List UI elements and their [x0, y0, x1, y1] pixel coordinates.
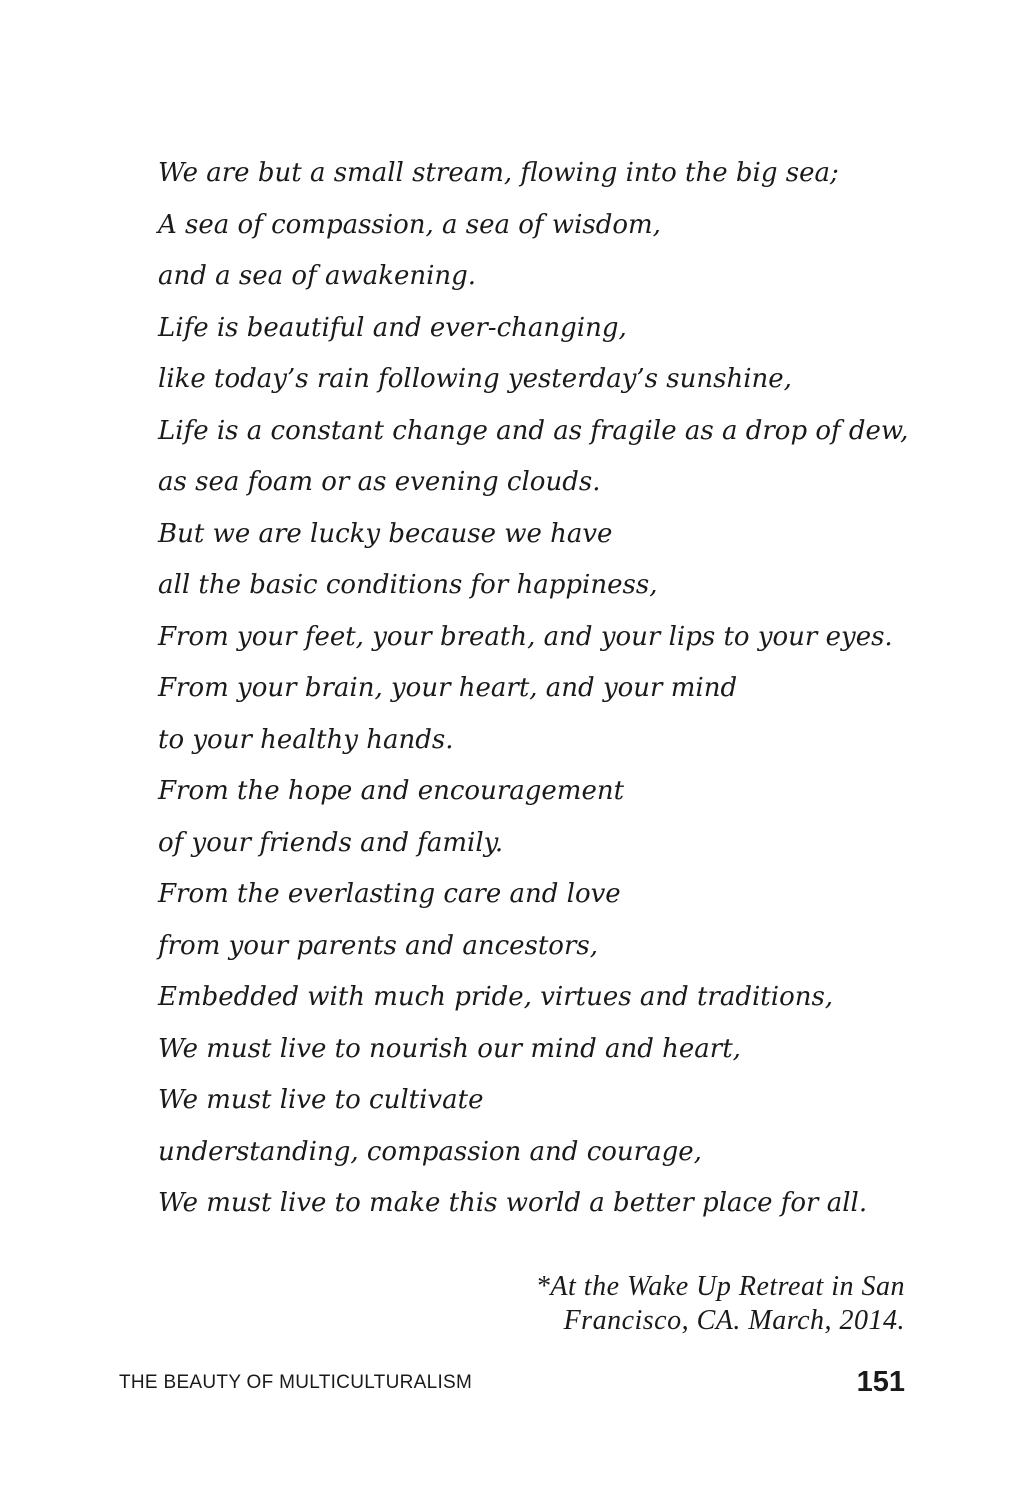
poem-line: We must live to nourish our mind and heart,	[158, 1033, 741, 1064]
poem-line: like today’s rain following yesterday’s sunshine,	[158, 364, 792, 394]
poem-line: We are but a small stream, flowing into the big sea;	[158, 158, 839, 188]
poem-line: A sea of compassion, a sea of wisdom,	[158, 209, 661, 240]
poem-line: From your brain, your heart, and your mind	[158, 673, 738, 703]
poem-line: as sea foam or as evening clouds.	[158, 467, 601, 497]
page-footer	[119, 1366, 905, 1406]
poem-line: Life is beautiful and ever-changing,	[158, 312, 627, 343]
poem-line: Embedded with much pride, virtues and traditions,	[158, 982, 834, 1012]
poem-line: from your parents and ancestors,	[158, 930, 598, 961]
attribution-line: Francisco, CA. March, 2014.	[563, 1305, 905, 1336]
poem-line: We must live to cultivate	[158, 1085, 484, 1115]
poem-line: to your healthy hands.	[158, 724, 454, 755]
page-number: 151	[856, 1366, 905, 1398]
poem-line: From the hope and encouragement	[158, 776, 625, 806]
poem-line: of your friends and family.	[158, 827, 504, 858]
poem-line: From the everlasting care and love	[158, 879, 621, 909]
running-title: THE BEAUTY OF MULTICULTURALISM	[119, 1372, 473, 1393]
poem-line: From your feet, your breath, and your lips to your eyes.	[158, 621, 893, 652]
poem-line: all the basic conditions for happiness,	[158, 570, 658, 600]
poem	[158, 150, 958, 1232]
attribution-note	[536, 1270, 905, 1338]
poem-line: But we are lucky because we have	[158, 518, 613, 549]
poem-line: We must live to make this world a better place for all.	[158, 1188, 868, 1218]
poem-line: and a sea of awakening.	[158, 261, 477, 291]
attribution-line: *At the Wake Up Retreat in San	[535, 1271, 905, 1302]
poem-line: understanding, compassion and courage,	[158, 1136, 702, 1167]
poem-line: Life is a constant change and as fragile as a drop of dew,	[158, 415, 909, 446]
